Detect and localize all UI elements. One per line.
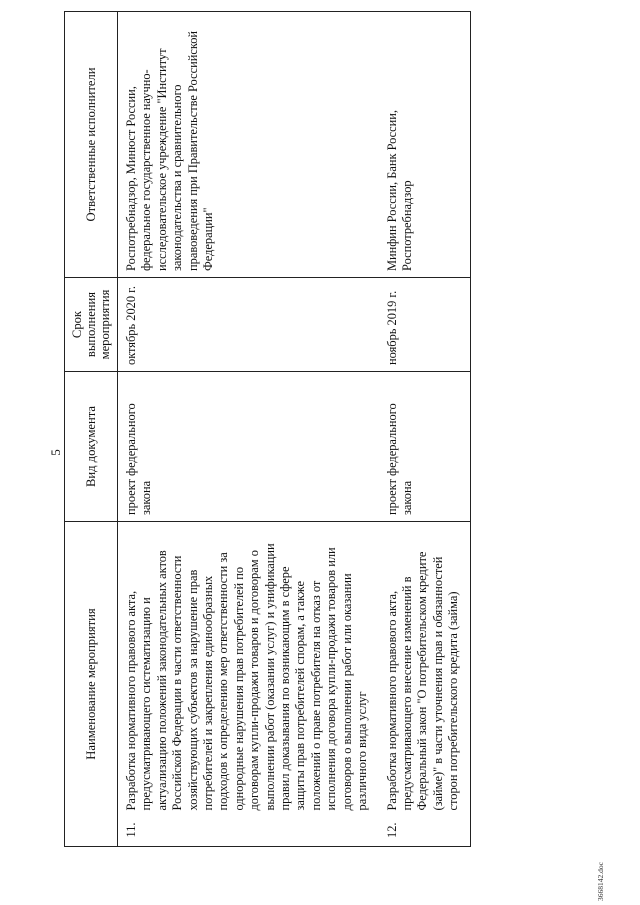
measures-table: [64, 11, 471, 847]
page-number: 5: [48, 449, 63, 456]
document-filename: 3668142.doc: [596, 862, 605, 901]
row-number: 11.: [118, 817, 379, 847]
row-doc-type: проект федерального закона: [379, 372, 471, 522]
row-name-text: Разработка нормативного правового акта, предусматривающего систематизацию и актуализацию положений законодательных актов Российской Федерации в части ответственности хозяйствующих субъектов за нарушение прав потребителей и закрепления единообразных подходов к определению мер ответственности за однородные нарушения прав потребителей по договорам купли-продажи товаров и договорам о выполнении работ (оказании услуг) и унификации правил доказывания по возникающим в сфере защиты прав потребителей спорам, а также положений о праве потребителя на отказ от исполнения договора купли-продажи товаров или договоров о выполнении работ или оказании различного вида услуг: [124, 543, 370, 811]
row-number: 12.: [379, 817, 471, 847]
row-term: ноябрь 2019 г.: [379, 278, 471, 372]
row-executors: Роспотребнадзор, Минюст России, федеральное государственное научно-исследовательское учреждение "Институт законодательства и сравнительного правоведения при Правительстве Российской Федерации": [118, 12, 379, 278]
table-row: [379, 12, 471, 847]
row-term: октябрь 2020 г.: [118, 278, 379, 372]
row-name: [118, 522, 379, 817]
header-executors: Ответственные исполнители: [65, 12, 118, 278]
header-name: Наименование мероприятия: [65, 522, 118, 847]
row-name: [379, 522, 471, 817]
table-header-row: [65, 12, 118, 847]
row-executors: Минфин России, Банк России, Роспотребнадзор: [379, 12, 471, 278]
row-name-text: Разработка нормативного правового акта, предусматривающего внесение изменений в Федеральный закон "О потребительском кредите (займе)" в части уточнения прав и обязанностей сторон потребительского кредита (займа): [384, 551, 461, 811]
header-term: Срок выполнения мероприятия: [65, 278, 118, 372]
header-doc-type: Вид документа: [65, 372, 118, 522]
table-row: [118, 12, 379, 847]
row-doc-type: проект федерального закона: [118, 372, 379, 522]
